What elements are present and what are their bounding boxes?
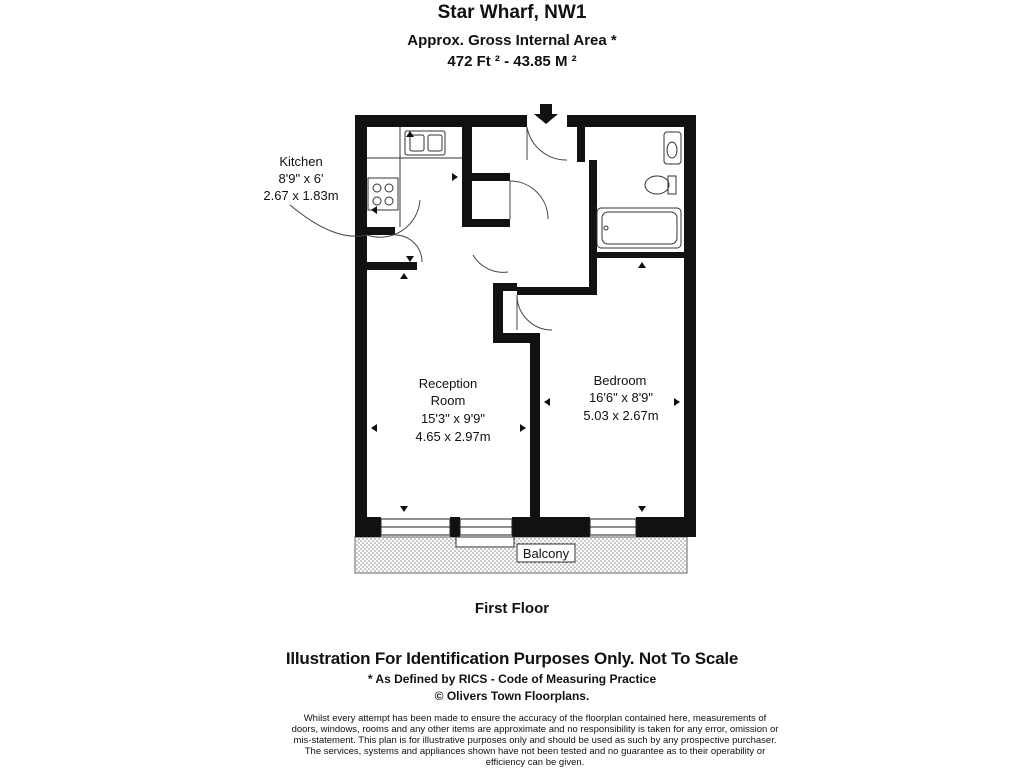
reception-dims-metric: 4.65 x 2.97m [415,429,491,444]
smallprint: Whilst every attempt has been made to ensure the accuracy of the floorplan contained here, measurements of doors, windows, rooms and any other items are approximate and no responsibility is taken for any error, omission or mis-statement. This plan is for illustrative purposes only and should be used as such by any prospective purchaser. The services, systems and appliances shown have not been tested and no guarantee as to their operability or efficiency can be given. [291,713,779,768]
kitchen-name: Kitchen [279,154,323,169]
bedroom-name: Bedroom [593,373,647,388]
reception-name-line2: Room [430,393,466,408]
gross-area: 472 Ft ² - 43.85 M ² [447,53,577,70]
doors [290,127,567,330]
windows [381,519,636,535]
copyright-note: © Olivers Town Floorplans. [434,689,590,703]
balcony-name: Balcony [522,546,570,561]
rics-note: * As Defined by RICS - Code of Measuring Practice [367,672,657,686]
dimension-markers [371,131,680,512]
walls [355,115,696,537]
kitchen-fittings [367,127,462,227]
bathroom-fittings [597,132,681,248]
reception-dims-imperial: 15'3" x 9'9" [420,411,486,426]
reception-name-line1: Reception [418,376,478,391]
bedroom-dims-metric: 5.03 x 2.67m [583,408,659,423]
kitchen-dims-metric: 2.67 x 1.83m [263,188,339,203]
plan-subtitle: Approx. Gross Internal Area * [407,32,617,49]
entrance-arrow-icon [534,104,558,124]
kitchen-dims-imperial: 8'9" x 6' [278,171,324,186]
floor-label: First Floor [474,600,550,617]
disclaimer-main: Illustration For Identification Purposes Only. Not To Scale [285,649,739,668]
plan-title: Star Wharf, NW1 [437,2,587,23]
bedroom-dims-imperial: 16'6" x 8'9" [588,390,654,405]
balcony-step [456,537,514,547]
